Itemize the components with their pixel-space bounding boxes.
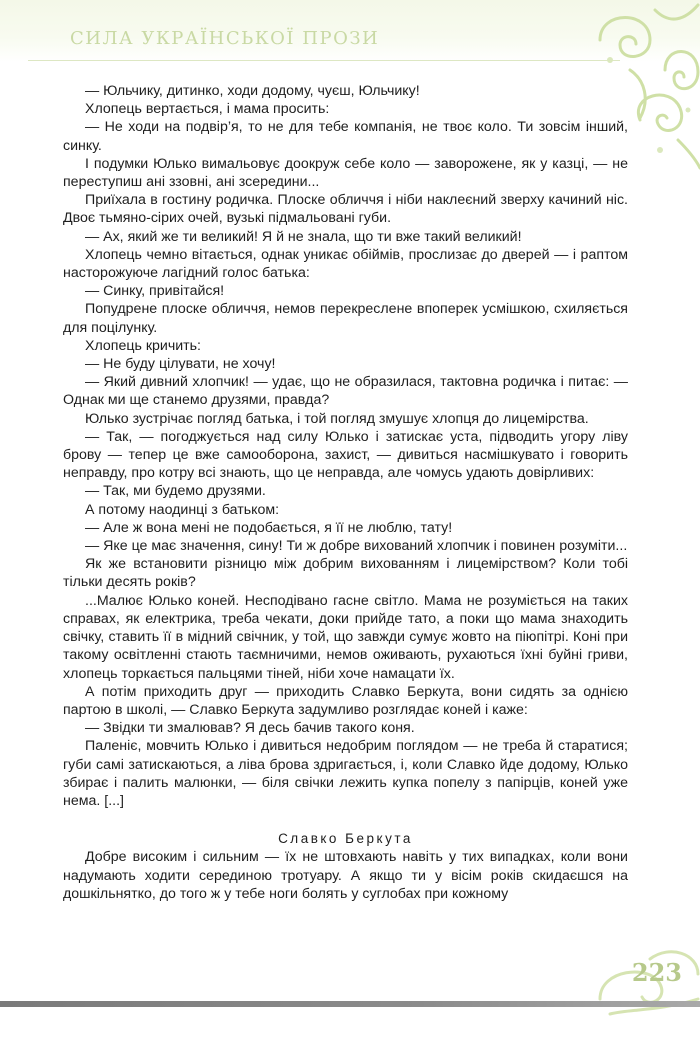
- paragraph: — Ах, який же ти великий! Я й не знала, що ти вже такий великий!: [85, 228, 522, 245]
- paragraph: — Але ж вона мені не подобається, я її не люблю, тату!: [85, 519, 453, 536]
- paragraph: Приїхала в гостину родичка. Плоске обличчя і ніби наклеєний зверху качиний ніс. Двоє тьмяно-сірих очей, вузькі підмальовані губи.: [63, 192, 628, 227]
- paragraph: — Юльчику, дитинко, ходи додому, чуєш, Юльчику!: [85, 83, 420, 99]
- paragraph: І подумки Юлько вимальовує доокруж себе коло — заворожене, як у казці, — не переступиш ані ззовні, ані зсередини...: [63, 155, 628, 191]
- footer-divider: [0, 1001, 700, 1007]
- paragraph: — Яке це має значення, сину! Ти ж добре вихований хлопчик і повинен розуміти...: [85, 538, 628, 555]
- page-number: 223: [631, 958, 682, 987]
- paragraph: — Який дивний хлопчик! — удає, що не образилася, тактовна родичка і питає: — Однак ми ще станемо друзями, правда?: [63, 374, 628, 409]
- running-title: СИЛА УКРАЇНСЬКОЇ ПРОЗИ: [70, 28, 380, 49]
- paragraph: ...Малює Юлько коней. Несподівано гасне світло. Мама не розуміється на таких справах, як електрика, треба чекати, доки прийде тато, а поки що мама знаходить свічку, ставить її в мідний свічник, у той, що завжди сумує жовто на піюпітрі. Коні при такому освітленні стають таємничими, немов оживають, рухаються їхні буйні гриви, хлопець торкається пальцями тіней, ніби хоче намацати їх.: [63, 592, 628, 682]
- body-text: [63, 82, 628, 903]
- paragraph: Паленіє, мовчить Юлько і дивиться недобрим поглядом — не треба й старатися; губи самі затискаються, а ліва брова здригається, і, коли Славко йде додому, Юлько збирає і палить малюнки, — біля свічки лежить купка попелу з папірців, коней уже нема. [...]: [63, 738, 628, 809]
- section-subtitle: Славко Беркута: [278, 831, 413, 847]
- paragraph: Хлопець вертається, і мама просить:: [85, 101, 330, 118]
- paragraph: — Так, ми будемо друзями.: [85, 483, 266, 500]
- paragraph: Добре високим і сильним — їх не штовхають навіть у тих випадках, коли вони надумають ходити серединою тротуару. А якщо ти у вісім років скидаєшся на дошкільнятко, до того ж у тебе ноги болять у суглобах при кожному: [63, 849, 628, 902]
- paragraph: А потім приходить друг — приходить Славко Беркута, вони сидять за однією партою в школі, — Славко Беркута задумливо розглядає коней і каже:: [63, 683, 628, 718]
- paragraph: Хлопець кричить:: [85, 337, 201, 354]
- paragraph: Як же встановити різницю між добрим вихованням і лицемірством? Коли тобі тільки десять років?: [63, 556, 628, 591]
- paragraph: — Не ходи на подвір’я, то не для тебе компанія, не твоє коло. Ти зовсім інший, синку.: [63, 119, 628, 154]
- paragraph: — Так, — погоджується над силу Юлько і затискає уста, підводить угору ліву брову — тепер це вже самооборона, захист, — дивиться насмішкувато і говорить неправду, про котру всі знають, що це неправда, але чомусь удають довірливих:: [63, 428, 628, 482]
- paragraph: — Синку, привітайся!: [85, 283, 225, 300]
- paragraph: А потому наодинці з батьком:: [85, 501, 280, 518]
- paragraph: Попудрене плоске обличчя, немов перекреслене впоперек усмішкою, схиляється для поцілунку.: [63, 301, 628, 336]
- header-divider: [28, 60, 620, 61]
- paragraph: — Не буду цілувати, не хочу!: [85, 356, 276, 373]
- paragraph: Хлопець чемно вітається, однак уникає обіймів, прослизає до дверей — і раптом насторожуюче лагідний голос батька:: [63, 246, 628, 282]
- paragraph: — Звідки ти змалював? Я десь бачив такого коня.: [85, 720, 415, 737]
- paragraph: Юлько зустрічає погляд батька, і той погляд змушує хлопця до лицемірства.: [85, 410, 589, 427]
